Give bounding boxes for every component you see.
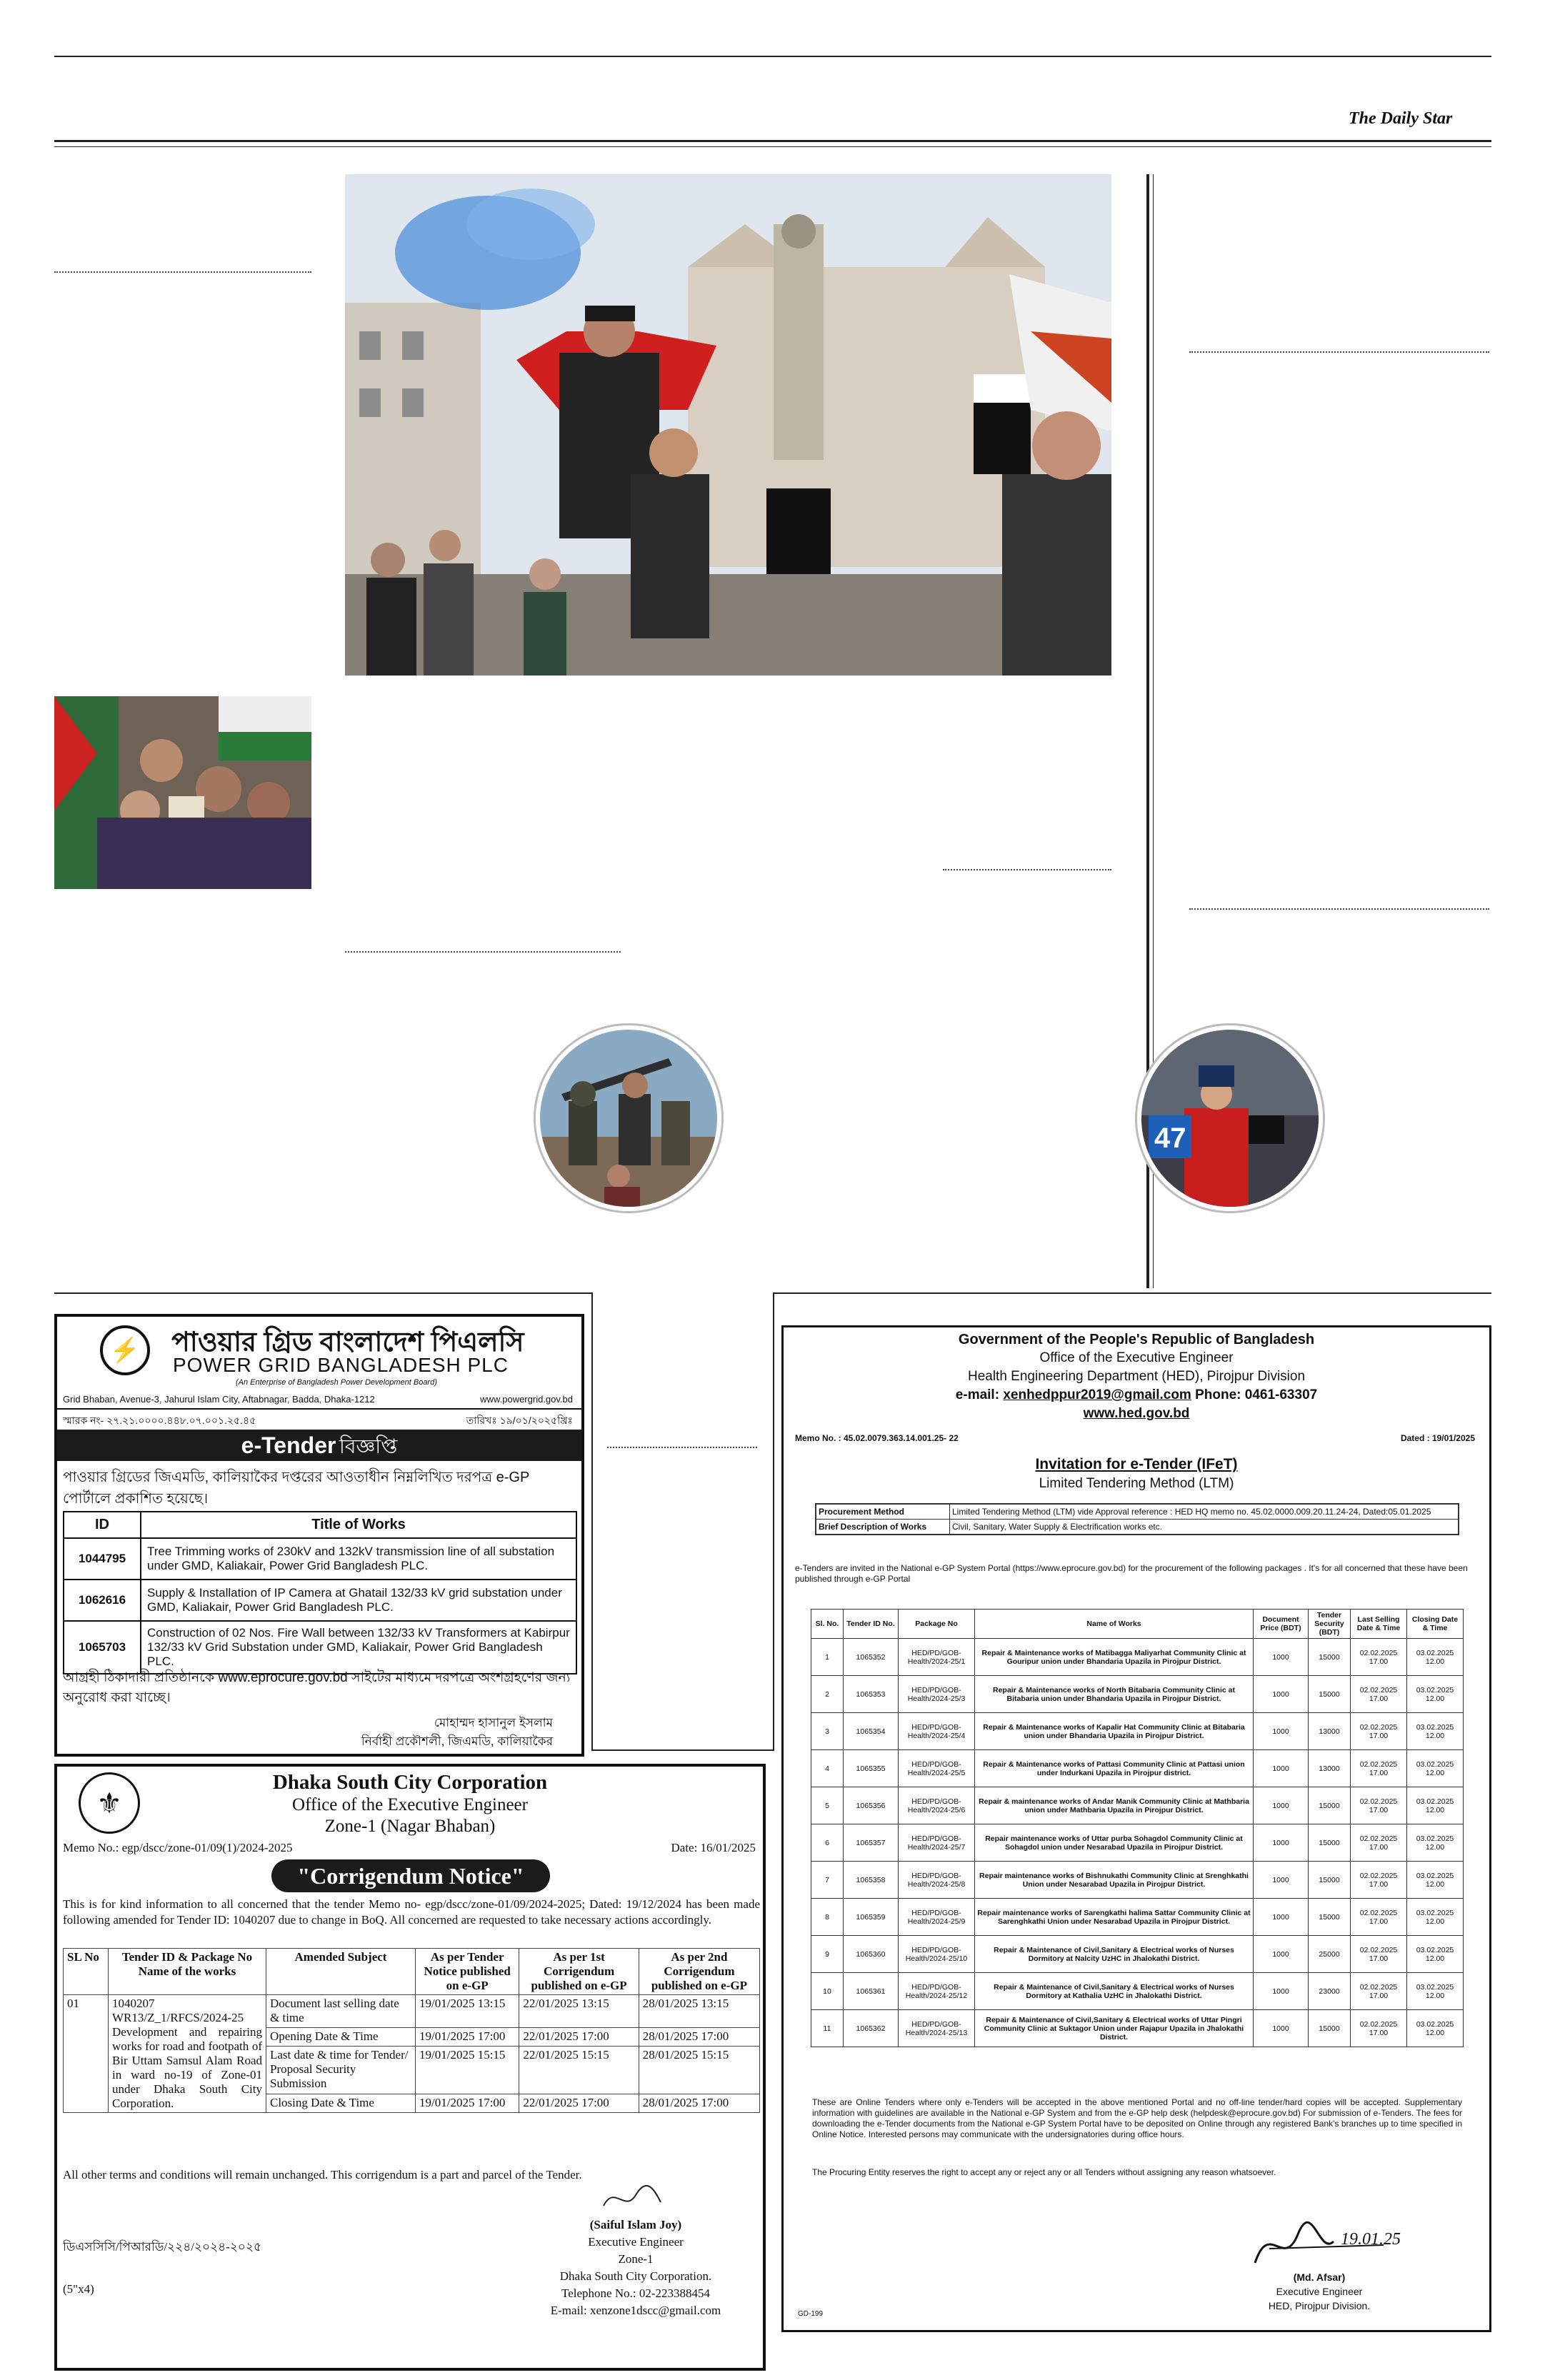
price-cell: 1000 (1254, 1899, 1309, 1936)
selling-cell: 02.02.2025 17.00 (1351, 1899, 1407, 1936)
security-cell: 13000 (1309, 1750, 1351, 1787)
col-title-header: Title of Works (141, 1512, 576, 1538)
sl-cell: 5 (811, 1787, 844, 1824)
dscc-logo-icon: ⚜ (79, 1772, 140, 1834)
id-cell: 1065354 (844, 1713, 899, 1750)
works-cell: Repair & Maintenance works of North Bitabaria Community Clinic at Bitabaria union under Bhandaria Upazila in Pirojpur District. (975, 1676, 1254, 1713)
dscc-signer-org: Dhaka South City Corporation. (559, 2269, 712, 2283)
lower-dotted (607, 1447, 757, 1448)
col-selling-header: Last Selling Date & Time (1351, 1610, 1407, 1639)
power-grid-ref: স্মারক নং- ২৭.২১.০০০০.৪৪৮.০৭.০০১.২৫.৪৫ (63, 1415, 256, 1426)
col-price-header: Document Price (BDT) (1254, 1610, 1309, 1639)
brief-label: Brief Description of Works (816, 1520, 950, 1535)
sl-cell: 01 (64, 1995, 109, 2113)
sl-cell: 7 (811, 1862, 844, 1899)
dscc-office: Office of the Executive Engineer (292, 1795, 528, 1814)
table-row (811, 1713, 1464, 1750)
dscc-signer-zone: Zone-1 (618, 2252, 654, 2266)
dscc-body: This is for kind information to all concerned that the tender Memo no- egp/dscc/zone-01/09/2024-2025; Dated: 19/12/2024 has been made following amended for Tender ID: 1040207 due to change in BoQ. All concerned are requested to take necessary actions accordingly. (63, 1897, 760, 1927)
subject-cell: Last date & time for Tender/ Proposal Security Submission (266, 2047, 416, 2094)
subject-cell: Closing Date & Time (266, 2094, 416, 2113)
soldiers-circle-photo (536, 1025, 721, 1211)
closing-cell: 03.02.2025 12.00 (1407, 1750, 1464, 1787)
tender-title: Supply & Installation of IP Camera at Ghatail 132/33 kV grid substation under GMD, Kaliakair, Power Grid Bangladesh PLC. (141, 1580, 576, 1621)
works-cell: Repair & Maintenance works of Kapalir Hat Community Clinic at Bitabaria union under Bhandaria Upazila in Pirojpur District. (975, 1713, 1254, 1750)
col-id-header: ID (64, 1512, 141, 1538)
selling-cell: 02.02.2025 17.00 (1351, 1676, 1407, 1713)
works-cell: Repair & maintenance works of Andar Manik Community Clinic at Mathbaria union under Mathbaria Upazila in Pirojpur District. (975, 1787, 1254, 1824)
tender-title: Construction of 02 Nos. Fire Wall between 132/33 kV Transformers at Kabirpur 132/33 kV Grid Substation under GMD, Kaliakair, Power Grid Bangladesh PLC. (141, 1621, 576, 1674)
hed-intro: e-Tenders are invited in the National e-GP System Portal (https://www.eprocure.gov.bd) for the procurement of the following packages . It's for all concerned that these have been published through e-GP Portal (795, 1563, 1468, 1584)
dscc-email: E-mail: xenzone1dscc@gmail.com (550, 2304, 721, 2317)
selling-cell: 02.02.2025 17.00 (1351, 1787, 1407, 1824)
power-grid-footer: আগ্রহী ঠিকাদারী প্রতিষ্ঠানকে www.eprocure.gov.bd সাইটের মাধ্যমে দরপত্রে অংশগ্রহণের জন্য অনুরোধ করা যাচ্ছে। (63, 1670, 571, 1705)
id-cell: 1065356 (844, 1787, 899, 1824)
selling-cell: 02.02.2025 17.00 (1351, 2010, 1407, 2047)
col-sl-header: Sl. No. (811, 1610, 844, 1639)
hed-subtitle: Limited Tendering Method (LTM) (1039, 1476, 1234, 1491)
closing-cell: 03.02.2025 12.00 (1407, 1899, 1464, 1936)
dscc-phone: Telephone No.: 02-223388454 (561, 2286, 710, 2300)
method-label: Procurement Method (816, 1504, 950, 1520)
price-cell: 1000 (1254, 1973, 1309, 2010)
hed-signer: (Md. Afsar) (1293, 2271, 1346, 2283)
hed-phone: Phone: 0461-63307 (1195, 1387, 1318, 1402)
selling-cell: 02.02.2025 17.00 (1351, 1639, 1407, 1676)
hed-email[interactable]: xenhedppur2019@gmail.com (1003, 1387, 1191, 1402)
hed-office: Office of the Executive Engineer (1039, 1350, 1234, 1365)
subject-cell: Opening Date & Time (266, 2028, 416, 2047)
selling-cell: 02.02.2025 17.00 (1351, 1973, 1407, 2010)
package-cell: HED/PD/GOB-Health/2024-25/9 (899, 1899, 975, 1936)
subject-cell: Document last selling date & time (266, 1995, 416, 2028)
id-cell: 1065362 (844, 2010, 899, 2047)
hed-signer-title: Executive Engineer (1276, 2286, 1363, 2297)
security-cell: 25000 (1309, 1936, 1351, 1973)
closing-cell: 03.02.2025 12.00 (1407, 1676, 1464, 1713)
package-cell: HED/PD/GOB-Health/2024-25/8 (899, 1862, 975, 1899)
masthead-logo: The Daily Star (1349, 109, 1453, 128)
hed-code: GD-199 (798, 2310, 824, 2318)
security-cell: 15000 (1309, 1639, 1351, 1676)
table-row (64, 1995, 760, 2028)
table-row (64, 1538, 576, 1580)
works-cell: Repair maintenance works of Bishnukathi Community Clinic at Srenghkathi Union under Nesarabad Upazila in Pirojpur District. (975, 1862, 1254, 1899)
power-grid-title-bn: পাওয়ার গ্রিড বাংলাদেশ পিএলসি (171, 1327, 524, 1357)
price-cell: 1000 (1254, 1713, 1309, 1750)
hed-method-table (815, 1503, 1459, 1535)
dscc-zone: Zone-1 (Nagar Bhaban) (324, 1817, 496, 1836)
power-grid-signer-name: মোহাম্মদ হাসানুল ইসলাম (434, 1716, 553, 1729)
col-closing-header: Closing Date & Time (1407, 1610, 1464, 1639)
tender-id: 1044795 (64, 1538, 141, 1580)
works-cell: Repair & Maintenance works of Matibagga Maliyarhat Community Clinic at Gouripur union under Bhandaria Upazila in Pirojpur District. (975, 1639, 1254, 1676)
hed-memo: Memo No. : 45.02.0079.363.14.001.25- 22 (795, 1433, 959, 1443)
hed-etender-ad (781, 1325, 1491, 2332)
power-grid-title-en: POWER GRID BANGLADESH PLC (173, 1354, 509, 1376)
power-grid-website: www.powergrid.gov.bd (480, 1394, 573, 1405)
left-column-divider (54, 271, 311, 273)
col-corr2-header: As per 2nd Corrigendum published on e-GP (639, 1949, 759, 1995)
closing-cell: 03.02.2025 12.00 (1407, 1824, 1464, 1862)
power-grid-header-rule (57, 1408, 581, 1410)
closing-cell: 03.02.2025 12.00 (1407, 1936, 1464, 1973)
package-cell: HED/PD/GOB-Health/2024-25/5 (899, 1750, 975, 1787)
package-cell: HED/PD/GOB-Health/2024-25/4 (899, 1713, 975, 1750)
price-cell: 1000 (1254, 1824, 1309, 1862)
works-cell: Repair maintenance works of Sarengkathi halima Sattar Community Clinic at Sarenghkathi Union under Nesarabad Upazila in Pirojpur District. (975, 1899, 1254, 1936)
security-cell: 15000 (1309, 1676, 1351, 1713)
package-cell: HED/PD/GOB-Health/2024-25/6 (899, 1787, 975, 1824)
masthead-rule-1 (54, 140, 1491, 142)
price-cell: 1000 (1254, 1639, 1309, 1676)
center-dotted-1 (943, 869, 1111, 870)
notice-cell: 19/01/2025 17:00 (416, 2028, 519, 2047)
tender-id: 1065703 (64, 1621, 141, 1674)
id-cell: 1065359 (844, 1899, 899, 1936)
table-row (64, 1580, 576, 1621)
security-cell: 15000 (1309, 2010, 1351, 2047)
dscc-corrigendum-ad (54, 1764, 766, 2371)
id-cell: 1065352 (844, 1639, 899, 1676)
hed-dept: Health Engineering Department (HED), Pirojpur Division (967, 1369, 1306, 1384)
security-cell: 15000 (1309, 1787, 1351, 1824)
col-subject-header: Amended Subject (266, 1949, 416, 1995)
notice-cell: 19/01/2025 17:00 (416, 2094, 519, 2113)
etender-banner (57, 1430, 581, 1461)
col-tender-id-header: Tender ID No. (844, 1610, 899, 1639)
hed-tender-table (811, 1609, 1464, 2047)
col-package-header: Package No (899, 1610, 975, 1639)
right-dotted-1 (1189, 351, 1489, 353)
corr1-cell: 22/01/2025 17:00 (519, 2094, 639, 2113)
dscc-memo: Memo No.: egp/dscc/zone-01/09(1)/2024-2025 (63, 1841, 293, 1854)
selling-cell: 02.02.2025 17.00 (1351, 1750, 1407, 1787)
closing-cell: 03.02.2025 12.00 (1407, 1862, 1464, 1899)
package-cell: HED/PD/GOB-Health/2024-25/13 (899, 2010, 975, 2047)
brief-value: Civil, Sanitary, Water Supply & Electrification works etc. (950, 1520, 1459, 1535)
table-row (811, 1936, 1464, 1973)
lower-divider-v1 (591, 1292, 593, 1749)
id-cell: 1065360 (844, 1936, 899, 1973)
package-cell: HED/PD/GOB-Health/2024-25/10 (899, 1936, 975, 1973)
sl-cell: 4 (811, 1750, 844, 1787)
package-cell: HED/PD/GOB-Health/2024-25/7 (899, 1824, 975, 1862)
etender-banner-en: e-Tender (241, 1432, 336, 1458)
sl-cell: 3 (811, 1713, 844, 1750)
power-grid-tender-table (63, 1511, 577, 1674)
notice-cell: 19/01/2025 13:15 (416, 1995, 519, 2028)
lower-section-rule-right (773, 1292, 1491, 1294)
sl-cell: 6 (811, 1824, 844, 1862)
corr1-cell: 22/01/2025 17:00 (519, 2028, 639, 2047)
sl-cell: 8 (811, 1899, 844, 1936)
table-row (811, 1899, 1464, 1936)
corr1-cell: 22/01/2025 15:15 (519, 2047, 639, 2094)
price-cell: 1000 (1254, 1936, 1309, 1973)
price-cell: 1000 (1254, 1862, 1309, 1899)
sl-cell: 11 (811, 2010, 844, 2047)
right-dotted-2 (1189, 908, 1489, 910)
corr2-cell: 28/01/2025 17:00 (639, 2094, 759, 2113)
hed-signature-date: 19.01.25 (1341, 2230, 1401, 2249)
package-cell: HED/PD/GOB-Health/2024-25/1 (899, 1639, 975, 1676)
dscc-signer: (Saiful Islam Joy) (589, 2218, 682, 2231)
closing-cell: 03.02.2025 12.00 (1407, 1973, 1464, 2010)
security-cell: 23000 (1309, 1973, 1351, 2010)
lower-divider-v2 (773, 1292, 774, 1749)
tender-title: Tree Trimming works of 230kV and 132kV transmission line of all substation under GMD, Kaliakair, Power Grid Bangladesh PLC. (141, 1538, 576, 1580)
power-grid-address: Grid Bhaban, Avenue-3, Jahurul Islam City, Aftabnagar, Badda, Dhaka-1212 (63, 1394, 375, 1405)
corr1-cell: 22/01/2025 13:15 (519, 1995, 639, 2028)
notice-cell: 19/01/2025 15:15 (416, 2047, 519, 2094)
price-cell: 1000 (1254, 1787, 1309, 1824)
dscc-signature (600, 2181, 664, 2216)
power-grid-date: তারিখঃ ১৯/০১/২০২৫খ্রিঃ (466, 1415, 573, 1426)
dscc-corrigendum-table (63, 1948, 760, 2113)
etender-banner-bn: বিজ্ঞপ্তি (339, 1435, 398, 1457)
power-grid-intro: পাওয়ার গ্রিডের জিএমডি, কালিয়াকৈর দপ্তরের আওতাধীন নিম্নলিখিত দরপত্র e-GP পোর্টালে প্রকাশিত হয়েছে। (63, 1470, 529, 1507)
id-cell: 1065357 (844, 1824, 899, 1862)
hed-date: Dated : 19/01/2025 (1400, 1433, 1475, 1443)
hed-footer-1: These are Online Tenders where only e-Tenders will be accepted in the above mentioned Portal and no off-line tender/hard copies will be accepted. Supplementary information with guidelines are available in the National e-GP System and from the e-GP help desk (helpdesk@eprocure.gov.bd) For submission of e-Tenders. The fees for downloading the e-Tender documents from the National e-GP System Portal have to be deposited on Online through any registered Bank's branches up to time specified in Online Notice. Interested persons may communicate with the undersignatories during office hours. (812, 2097, 1462, 2139)
tender-id: 1062616 (64, 1580, 141, 1621)
security-cell: 15000 (1309, 1824, 1351, 1862)
table-row (811, 1862, 1464, 1899)
id-cell: 1065358 (844, 1862, 899, 1899)
closing-cell: 03.02.2025 12.00 (1407, 2010, 1464, 2047)
works-cell: Repair & Maintenance of Civil,Sanitary & Electrical works of Uttar Pingri Community Clinic at Suktagor Union under Rajapur Upazila in Jhalokathi District. (975, 2010, 1254, 2047)
selling-cell: 02.02.2025 17.00 (1351, 1824, 1407, 1862)
lower-divider-h (591, 1749, 774, 1751)
center-dotted-2 (345, 951, 621, 953)
col-works-header: Tender ID & Package No Name of the works (109, 1949, 266, 1995)
table-row (811, 2010, 1464, 2047)
price-cell: 1000 (1254, 2010, 1309, 2047)
security-cell: 15000 (1309, 1899, 1351, 1936)
corr2-cell: 28/01/2025 17:00 (639, 2028, 759, 2047)
masthead-rule-2 (54, 146, 1491, 147)
power-grid-logo-icon: ⚡ (100, 1325, 150, 1375)
works-cell: Repair & Maintenance works of Pattasi Community Clinic at Pattasi union under Indurkani Upazila in Pirojpur district. (975, 1750, 1254, 1787)
corr2-cell: 28/01/2025 13:15 (639, 1995, 759, 2028)
col-notice-header: As per Tender Notice published on e-GP (416, 1949, 519, 1995)
works-cell: Repair maintenance works of Uttar purba Sohagdol Community Clinic at Sohagdol union under Nesarabad Upazila in Pirojpur District. (975, 1824, 1254, 1862)
corrigendum-banner: "Corrigendum Notice" (271, 1859, 550, 1892)
dscc-signer-title: Executive Engineer (588, 2235, 684, 2249)
selling-cell: 02.02.2025 17.00 (1351, 1936, 1407, 1973)
col-corr1-header: As per 1st Corrigendum published on e-GP (519, 1949, 639, 1995)
dscc-title: Dhaka South City Corporation (272, 1771, 548, 1794)
sl-cell: 10 (811, 1973, 844, 2010)
closing-cell: 03.02.2025 12.00 (1407, 1787, 1464, 1824)
selling-cell: 02.02.2025 17.00 (1351, 1713, 1407, 1750)
trump-supporter-circle-photo (1137, 1025, 1323, 1211)
dscc-size: (5"x4) (63, 2282, 94, 2296)
col-sl-header: SL No (64, 1949, 109, 1995)
sl-cell: 1 (811, 1639, 844, 1676)
closing-cell: 03.02.2025 12.00 (1407, 1639, 1464, 1676)
power-grid-signer-title: নির্বাহী প্রকৌশলী, জিএমডি, কালিয়াকৈর (361, 1734, 553, 1748)
table-row (811, 1750, 1464, 1787)
svg-text:47: 47 (1154, 1123, 1186, 1154)
protest-crowd-photo (54, 696, 311, 889)
power-grid-subtitle: (An Enterprise of Bangladesh Power Development Board) (236, 1378, 437, 1387)
table-row (811, 1973, 1464, 2010)
id-cell: 1065353 (844, 1676, 899, 1713)
corr2-cell: 28/01/2025 15:15 (639, 2047, 759, 2094)
hed-email-label: e-mail: (955, 1387, 1000, 1402)
price-cell: 1000 (1254, 1676, 1309, 1713)
security-cell: 15000 (1309, 1862, 1351, 1899)
hed-website[interactable]: www.hed.gov.bd (1083, 1406, 1190, 1421)
lower-section-rule-left (54, 1292, 591, 1294)
hed-title: Invitation for e-Tender (IFeT) (1035, 1456, 1238, 1472)
dscc-footer: All other terms and conditions will remain unchanged. This corrigendum is a part and parcel of the Tender. (63, 2168, 582, 2181)
col-works-header: Name of Works (975, 1610, 1254, 1639)
works-cell: Repair & Maintenance of Civil,Sanitary & Electrical works of Nurses Dormitory at Kathalia UzHC in Jhalokathi District. (975, 1973, 1254, 2010)
table-row (811, 1824, 1464, 1862)
closing-cell: 03.02.2025 12.00 (1407, 1713, 1464, 1750)
dscc-date: Date: 16/01/2025 (671, 1841, 756, 1854)
table-row (811, 1639, 1464, 1676)
works-cell: 1040207 WR13/Z_1/RFCS/2024-25 Development and repairing works for road and footpath of Bir Uttam Samsul Alam Road in ward no-19 of Zone-01 under Dhaka South City Corporation. (109, 1995, 266, 2113)
hed-signer-org: HED, Pirojpur Division. (1268, 2300, 1371, 2311)
top-rule (54, 56, 1491, 57)
sl-cell: 9 (811, 1936, 844, 1973)
id-cell: 1065355 (844, 1750, 899, 1787)
dscc-code: ডিএসসিসি/পিআরডি/২২৪/২০২৪-২০২৫ (63, 2240, 262, 2254)
protest-main-photo (345, 174, 1111, 676)
hed-footer-2: The Procuring Entity reserves the right to accept any or reject any or all Tenders without assigning any reason whatsoever. (812, 2167, 1276, 2177)
hed-contact (784, 1387, 1489, 1403)
id-cell: 1065361 (844, 1973, 899, 2010)
method-value: Limited Tendering Method (LTM) vide Approval reference : HED HQ memo no. 45.02.0000.009.20.11.24-24, Dated:05.01.2025 (950, 1504, 1459, 1520)
package-cell: HED/PD/GOB-Health/2024-25/12 (899, 1973, 975, 2010)
price-cell: 1000 (1254, 1750, 1309, 1787)
table-row (811, 1676, 1464, 1713)
works-cell: Repair & Maintenance of Civil,Sanitary & Electrical works of Nurses Dormitory at Nalcity UzHC in Jhalokathi District. (975, 1936, 1254, 1973)
sl-cell: 2 (811, 1676, 844, 1713)
power-grid-etender-ad (54, 1314, 584, 1757)
selling-cell: 02.02.2025 17.00 (1351, 1862, 1407, 1899)
package-cell: HED/PD/GOB-Health/2024-25/3 (899, 1676, 975, 1713)
table-row (811, 1787, 1464, 1824)
hed-gov: Government of the People's Republic of Bangladesh (958, 1332, 1315, 1347)
col-security-header: Tender Security (BDT) (1309, 1610, 1351, 1639)
security-cell: 13000 (1309, 1713, 1351, 1750)
table-row (64, 1621, 576, 1674)
